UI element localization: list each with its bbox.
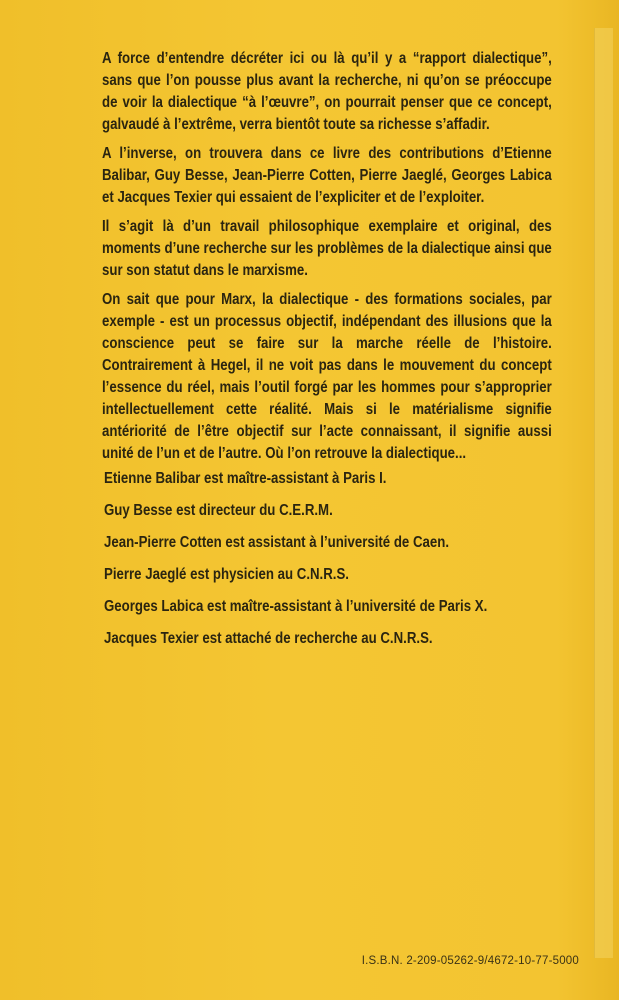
author-line: Etienne Balibar est maître-assistant à Paris I. [104, 470, 387, 487]
author-line: Georges Labica est maître-assistant à l’université de Paris X. [104, 598, 488, 615]
blurb-text [102, 48, 552, 472]
tape-strip [594, 28, 613, 958]
author-line: Guy Besse est directeur du C.E.R.M. [104, 502, 333, 519]
blurb-paragraph: A force d’entendre décréter ici ou là qu’il y a “rapport dialectique”, sans que l’on pousse plus avant la recherche, ni qu’on se préoccupe de voir la dialectique “à l’œuvre”, on pourrait penser que ce concept, galvaudé à l’extrême, verra bientôt toute sa richesse s’affadir. [102, 50, 552, 133]
author-list [104, 463, 487, 655]
author-line: Jacques Texier est attaché de recherche au C.N.R.S. [104, 630, 433, 647]
author-line: Jean-Pierre Cotten est assistant à l’université de Caen. [104, 534, 450, 551]
blurb-paragraph: Il s’agit là d’un travail philosophique exemplaire et original, des moments d’une recherche sur les problèmes de la dialectique ainsi que sur son statut dans le marxisme. [102, 218, 552, 279]
blurb-paragraph: A l’inverse, on trouvera dans ce livre des contributions d’Etienne Balibar, Guy Besse, Jean-Pierre Cotten, Pierre Jaeglé, Georges Labica et Jacques Texier qui essaient de l’expliciter et de l’exploiter. [102, 145, 552, 206]
isbn-number: I.S.B.N. 2-209-05262-9/4672-10-77-5000 [361, 955, 579, 967]
author-line: Pierre Jaeglé est physicien au C.N.R.S. [104, 566, 349, 583]
blurb-paragraph: On sait que pour Marx, la dialectique - des formations sociales, par exemple - est un processus objectif, indépendant des illusions que la conscience peut se faire sur la marche réelle de l’histoire. Contrairement à Hegel, il ne voit pas dans le mouvement du concept l’essence du réel, mais l’outil forgé par les hommes pour s’approprier intellectuellement cette réalité. Mais si le matérialisme signifie antériorité de l’être objectif sur l’acte connaissant, il signifie aussi unité de l’un et de l’autre. Où l’on retrouve la dialectique... [102, 291, 552, 462]
